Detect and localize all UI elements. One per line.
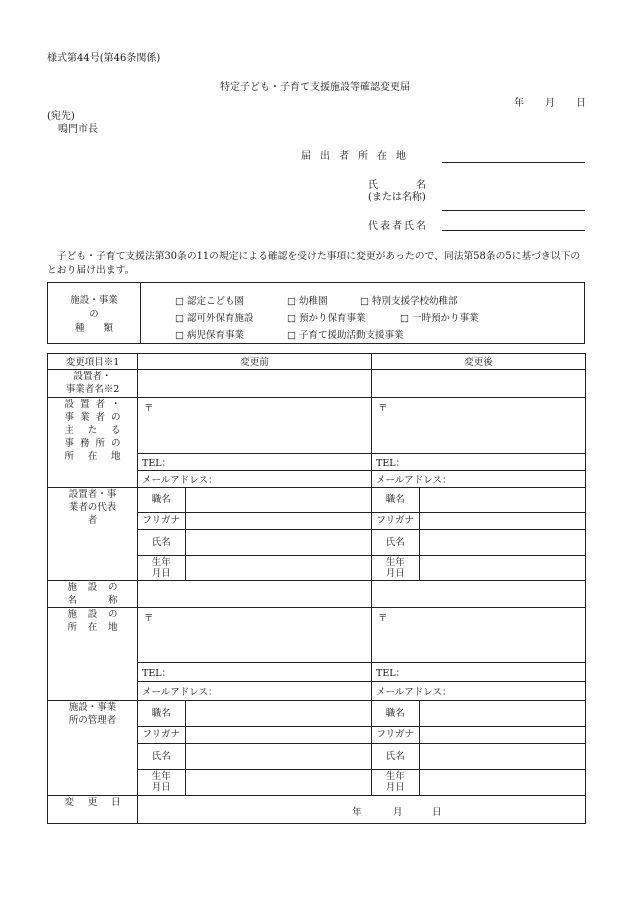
change-items-table (47, 353, 586, 824)
applicant-address-label: 届出者所在地 (301, 151, 415, 162)
mgr-furigana-after[interactable] (419, 726, 585, 743)
mgr-birth-before[interactable] (185, 769, 371, 795)
mgr-position-label-after: 職名 (372, 701, 419, 726)
rep-after (372, 488, 586, 581)
facility-postal-before[interactable]: 〒 (138, 608, 372, 663)
rep-position-label-after: 職名 (372, 488, 419, 512)
change-date-field[interactable] (138, 796, 586, 824)
manager-after (372, 701, 586, 796)
office-postal-after[interactable]: 〒 (372, 398, 586, 454)
row-manager (48, 701, 586, 796)
mgr-position-after[interactable] (419, 701, 585, 726)
mgr-birth-label-after: 生年 月日 (372, 769, 419, 795)
row-change-date-label: 変 更 日 (48, 796, 138, 824)
checkbox-kosodate-enjo[interactable]: □ 子育て援助活動支援事業 (287, 330, 404, 341)
addressee-name: 鳴門市長 (58, 124, 98, 135)
applicant-rep-line[interactable] (442, 230, 585, 231)
header-item: 変更項目※1 (48, 354, 138, 370)
rep-position-label-before: 職名 (138, 488, 185, 512)
facility-name-after[interactable] (372, 581, 586, 608)
date-year: 年 (514, 98, 524, 109)
mgr-name-label-after: 氏名 (372, 743, 419, 769)
checkbox-ichiji-azukari[interactable]: □ 一時預かり事業 (400, 313, 479, 324)
checkbox-nintei-kodomoen[interactable]: □ 認定こども園 (175, 296, 244, 307)
mgr-furigana-label-before: フリガナ (138, 726, 185, 743)
row-facility-name (48, 581, 586, 608)
applicant-name-line[interactable] (442, 210, 585, 211)
checkbox-tokubetsu-shien[interactable]: □ 特別支援学校幼稚部 (360, 296, 458, 307)
row-change-date (48, 796, 586, 824)
change-date-month: 月 (393, 806, 403, 818)
mgr-position-label-before: 職名 (138, 701, 185, 726)
date-day: 日 (576, 98, 586, 109)
rep-birth-label-after: 生年 月日 (372, 555, 419, 580)
intro-line-1: 子ども・子育て支援法第30条の11の規定による確認を受けた事項に変更があったので、同法第58条の5に基づき以下の (47, 251, 581, 262)
office-tel-after[interactable]: TEL： (372, 454, 586, 471)
facility-type-box (47, 282, 585, 344)
mgr-birth-label-before: 生年 月日 (138, 769, 185, 795)
founder-name-before[interactable] (138, 370, 372, 398)
change-date-year: 年 (352, 806, 362, 818)
mgr-furigana-before[interactable] (185, 726, 371, 743)
row-rep-label: 設置者・事 業者の代表 者 (48, 488, 138, 581)
facility-name-before[interactable] (138, 581, 372, 608)
date-month: 月 (545, 98, 555, 109)
rep-furigana-label-after: フリガナ (372, 512, 419, 529)
row-manager-label: 施設・事業 所の管理者 (48, 701, 138, 796)
rep-name-after[interactable] (419, 529, 585, 555)
facility-mail-before[interactable]: メールアドレス： (138, 682, 372, 701)
rep-birth-label-before: 生年 月日 (138, 555, 185, 580)
office-tel-before[interactable]: TEL： (138, 454, 372, 471)
header-after: 変更後 (372, 354, 586, 370)
rep-position-after[interactable] (419, 488, 585, 512)
mgr-furigana-label-after: フリガナ (372, 726, 419, 743)
facility-type-label: 施設・事業 の 種 類 (70, 295, 118, 334)
mgr-position-before[interactable] (185, 701, 371, 726)
checkbox-youchien[interactable]: □ 幼稚園 (287, 296, 328, 307)
rep-furigana-before[interactable] (185, 512, 371, 529)
facility-mail-after[interactable]: メールアドレス： (372, 682, 586, 701)
header-before: 変更前 (138, 354, 372, 370)
rep-before (138, 488, 372, 581)
office-mail-after[interactable]: メールアドレス： (372, 471, 586, 488)
rep-birth-before[interactable] (185, 555, 371, 580)
row-facility-name-label: 施 設 の 名 称 (48, 581, 138, 608)
founder-name-after[interactable] (372, 370, 586, 398)
addressee-to: (宛先) (47, 111, 75, 122)
office-mail-before[interactable]: メールアドレス： (138, 471, 372, 488)
rep-furigana-label-before: フリガナ (138, 512, 185, 529)
row-office-address (48, 398, 586, 454)
facility-tel-before[interactable]: TEL： (138, 663, 372, 682)
checkbox-azukari-hoiku[interactable]: □ 預かり保育事業 (287, 313, 366, 324)
mgr-name-label-before: 氏名 (138, 743, 185, 769)
table-header-row (48, 354, 586, 370)
mgr-birth-after[interactable] (419, 769, 585, 795)
facility-postal-after[interactable]: 〒 (372, 608, 586, 663)
form-number: 様式第44号(第46条関係) (47, 53, 161, 64)
manager-before (138, 701, 372, 796)
rep-furigana-after[interactable] (419, 512, 585, 529)
row-facility-address (48, 608, 586, 663)
row-founder-name-label: 設置者・ 事業者名※2 (48, 370, 138, 398)
mgr-name-after[interactable] (419, 743, 585, 769)
row-representative (48, 488, 586, 581)
applicant-name-label: 氏 名 (368, 180, 426, 191)
checkbox-byouji-hoiku[interactable]: □ 病児保育事業 (175, 330, 244, 341)
intro-line-2: とおり届け出ます。 (47, 265, 135, 276)
row-facility-addr-label: 施 設 の 所 在 地 (48, 608, 138, 701)
row-office-label: 設 置 者 ・ 事 業 者 の 主 た る 事 務 所 の 所 在 地 (48, 398, 138, 488)
applicant-address-line[interactable] (442, 162, 585, 163)
checkbox-ninkagai[interactable]: □ 認可外保育施設 (175, 313, 254, 324)
page-title: 特定子ども・子育て支援施設等確認変更届 (220, 82, 410, 93)
office-postal-before[interactable]: 〒 (138, 398, 372, 454)
rep-name-before[interactable] (185, 529, 371, 555)
rep-name-label-after: 氏名 (372, 529, 419, 555)
applicant-rep-label: 代表者氏名 (368, 221, 428, 232)
applicant-name-sub: (または名称) (368, 192, 426, 203)
change-date-day: 日 (432, 806, 442, 818)
rep-name-label-before: 氏名 (138, 529, 185, 555)
facility-tel-after[interactable]: TEL： (372, 663, 586, 682)
row-founder-name (48, 370, 586, 398)
mgr-name-before[interactable] (185, 743, 371, 769)
rep-birth-after[interactable] (419, 555, 585, 580)
rep-position-before[interactable] (185, 488, 371, 512)
